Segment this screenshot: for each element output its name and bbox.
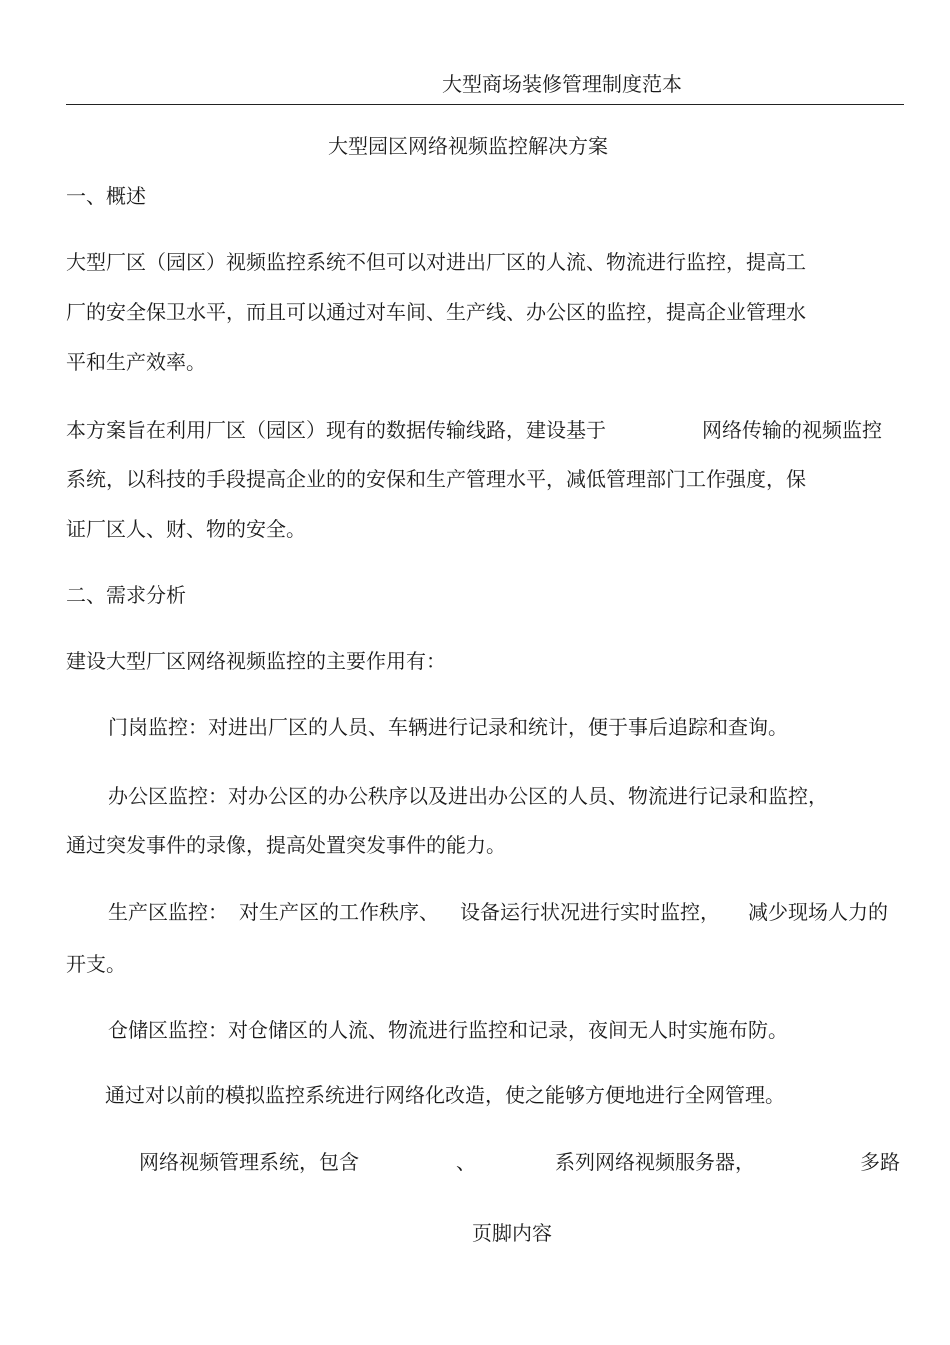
section-heading-overview: 一、概述 [66,184,146,208]
paragraph-line: 网络视频管理系统，包含 [139,1150,359,1174]
paragraph-line: 系统，以科技的手段提高企业的的安保和生产管理水平，减低管理部门工作强度，保 [66,467,806,491]
page-header-title: 大型商场装修管理制度范本 [442,72,682,96]
header-divider [66,104,904,105]
page-footer: 页脚内容 [472,1221,552,1245]
list-item-gate-monitoring: 门岗监控：对进出厂区的人员、车辆进行记录和统计，便于事后追踪和查询。 [108,715,788,739]
paragraph-line: 大型厂区（园区）视频监控系统不但可以对进出厂区的人流、物流进行监控，提高工 [66,250,806,274]
paragraph-line: 减少现场人力的 [748,900,888,924]
paragraph-line: 建设大型厂区网络视频监控的主要作用有： [66,649,446,673]
list-item-storage-monitoring: 仓储区监控：对仓储区的人流、物流进行监控和记录，夜间无人时实施布防。 [108,1018,788,1042]
paragraph-line: 厂的安全保卫水平，而且可以通过对车间、生产线、办公区的监控，提高企业管理水 [66,300,806,324]
paragraph-line: 本方案旨在利用厂区（园区）现有的数据传输线路，建设基于 [66,418,606,442]
paragraph-line: 对生产区的工作秩序、 [239,900,439,924]
paragraph-line: 平和生产效率。 [66,350,206,374]
paragraph-line: 设备运行状况进行实时监控， [460,900,720,924]
paragraph-line: 网络传输的视频监控 [702,418,882,442]
paragraph-line: 通过对以前的模拟监控系统进行网络化改造，使之能够方便地进行全网管理。 [105,1083,785,1107]
document-title: 大型园区网络视频监控解决方案 [328,134,608,158]
paragraph-line: 多路 [860,1150,900,1174]
list-item-production-monitoring: 生产区监控： [108,900,228,924]
paragraph-line: 证厂区人、财、物的安全。 [66,517,306,541]
paragraph-line: 系列网络视频服务器， [555,1150,755,1174]
section-heading-requirements: 二、需求分析 [66,583,186,607]
list-item-office-monitoring: 办公区监控：对办公区的办公秩序以及进出办公区的人员、物流进行记录和监控， [108,784,828,808]
paragraph-line: 通过突发事件的录像，提高处置突发事件的能力。 [66,833,506,857]
paragraph-line: 、 [456,1150,476,1174]
paragraph-line: 开支。 [66,952,126,976]
